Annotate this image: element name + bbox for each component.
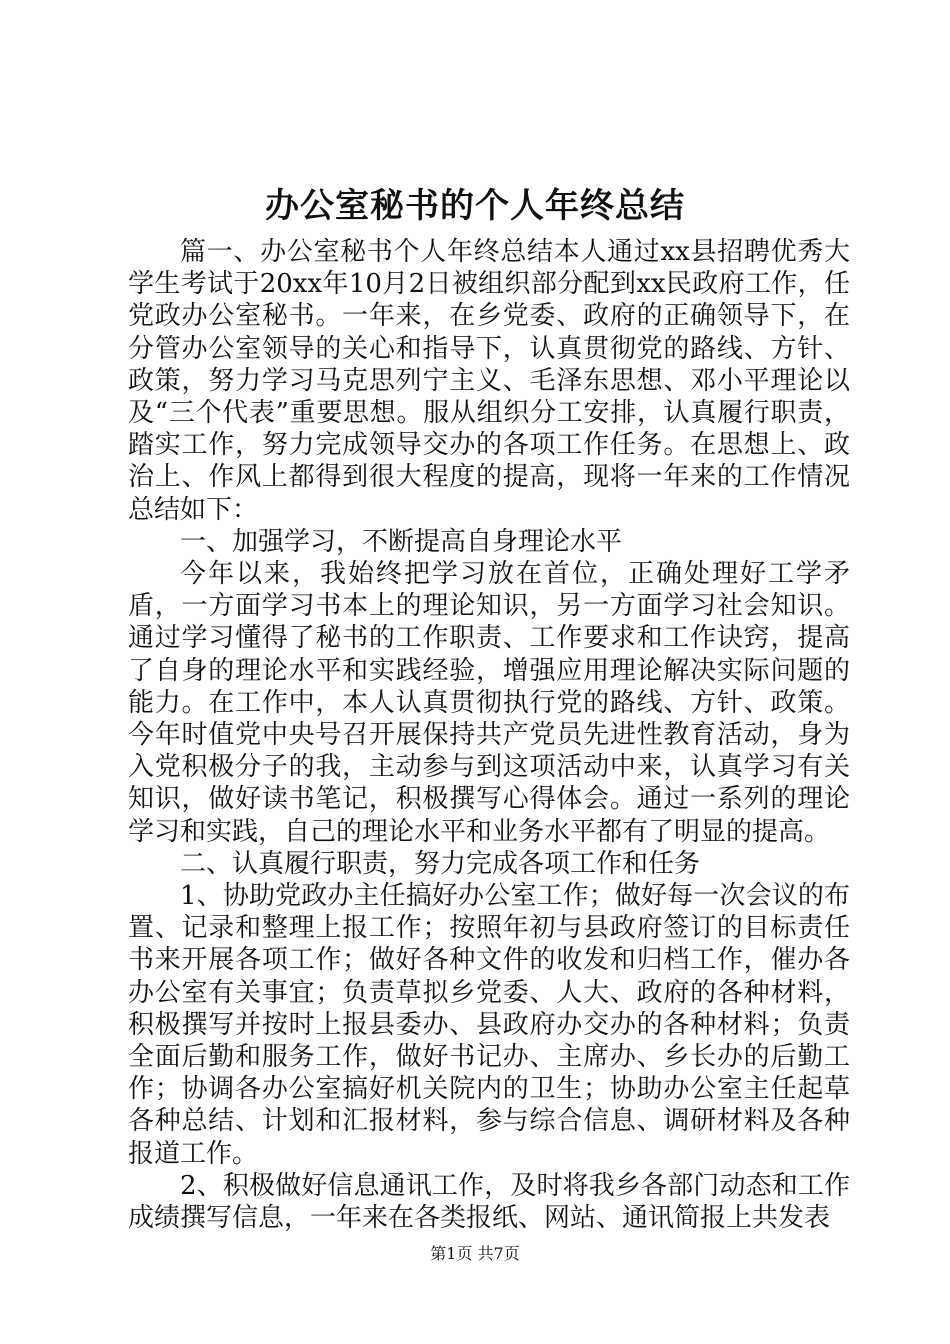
- section-heading-2: 二、认真履行职责，努力完成各项工作和任务: [180, 848, 701, 879]
- document-body: [128, 236, 850, 1234]
- paragraph-item-1: 1、协助党政办主任搞好办公室工作；做好每一次会议的布置、记录和整理上报工作；按照年初与县政府签订的目标责任书来开展各项工作；做好各种文件的收发和归档工作，催办各办公室有关事宜；负责草拟乡党委、人大、政府的各种材料，积极撰写并按时上报县委办、县政府办交办的各种材料；负责全面后勤和服务工作，做好书记办、主席办、乡长办的后勤工作；协调各办公室搞好机关院内的卫生；协助办公室主任起草各种总结、计划和汇报材料，参与综合信息、调研材料及各种报道工作。: [128, 881, 850, 1169]
- document-title: 办公室秘书的个人年终总结: [265, 186, 685, 226]
- paragraph-item-2: 2、积极做好信息通讯工作，及时将我乡各部门动态和工作成绩撰写信息，一年来在各类报纸、网站、通讯简报上共发表: [128, 1170, 850, 1234]
- section-heading-1: 一、加强学习，不断提高自身理论水平: [180, 526, 623, 557]
- page-number-footer: 第1页 共7页: [430, 1244, 520, 1263]
- paragraph-intro: 篇一、办公室秘书个人年终总结本人通过xx县招聘优秀大学生考试于20xx年10月2日被组织部分配到xx民政府工作，任党政办公室秘书。一年来，在乡党委、政府的正确领导下，在分管办公室领导的关心和指导下，认真贯彻党的路线、方针、政策，努力学习马克思列宁主义、毛泽东思想、邓小平理论以及“三个代表”重要思想。服从组织分工安排，认真履行职责，踏实工作，努力完成领导交办的各项工作任务。在思想上、政治上、作风上都得到很大程度的提高，现将一年来的工作情况总结如下：: [128, 237, 850, 525]
- paragraph-study: 今年以来，我始终把学习放在首位，正确处理好工学矛盾，一方面学习书本上的理论知识，另一方面学习社会知识。通过学习懂得了秘书的工作职责、工作要求和工作诀窍，提高了自身的理论水平和实践经验，增强应用理论解决实际问题的能力。在工作中，本人认真贯彻执行党的路线、方针、政策。今年时值党中央号召开展保持共产党员先进性教育活动，身为入党积极分子的我，主动参与到这项活动中来，认真学习有关知识，做好读书笔记，积极撰写心得体会。通过一系列的理论学习和实践，自己的理论水平和业务水平都有了明显的提高。: [128, 559, 850, 847]
